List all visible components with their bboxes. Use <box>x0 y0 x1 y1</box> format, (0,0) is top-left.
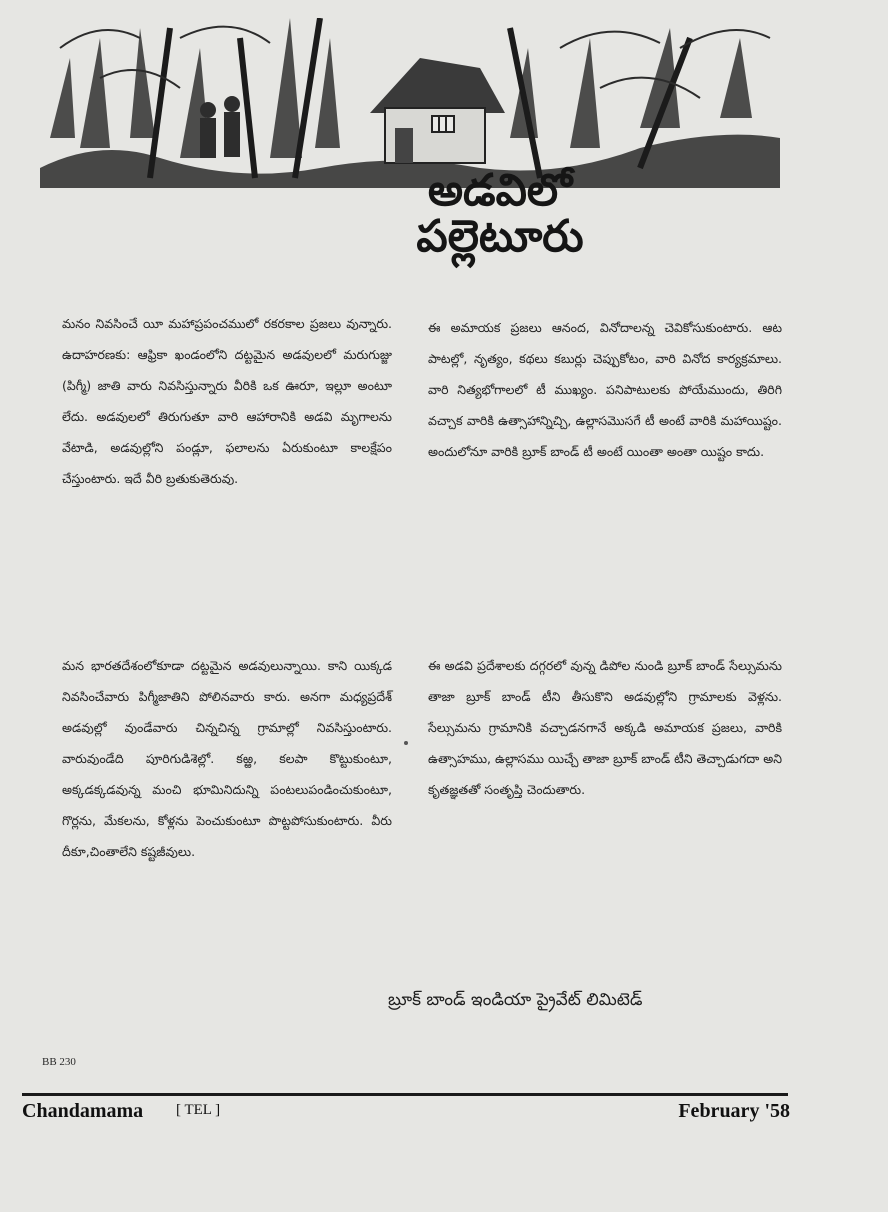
magazine-name: Chandamama <box>22 1100 144 1122</box>
jungle-village-illustration <box>40 18 780 188</box>
issue-date: February '58 <box>678 1100 790 1122</box>
ad-code: BB 230 <box>42 1056 76 1068</box>
bullet-dot <box>404 741 408 745</box>
paragraph-4: ఈ అడవి ప్రదేశాలకు దగ్గరలో వున్న డిపోల నుండి బ్రూక్ బాండ్ సేల్సుమను తాజా బ్రూక్ బాండ్ టీని తీసుకొని అడవుల్లోని గ్రామాలకు వెళ్లను. సేల్సుమను గ్రామానికి వచ్చాడనగానే అక్కడి అమాయక ప్రజలు, వారికి ఉత్సాహము, ఉల్లాసము యిచ్చే తాజా బ్రూక్ బాండ్ టీని తెచ్చాడుగదా అని కృతజ్ఞతతో సంతృప్తి చెందుతారు. <box>428 658 782 797</box>
edition-code: [ TEL ] <box>176 1102 221 1118</box>
paragraph-1: మనం నివసించే యీ మహాప్రపంచములో రకరకాల ప్రజలు వున్నారు. ఉదాహరణకు: ఆఫ్రికా ఖండంలోని దట్టమైన అడవులలో మరుగుజ్జు (పిగ్మీ) జాతి వారు నివసిస్తున్నారు వీరికి ఒక ఊరూ, ఇల్లూ అంటూ లేదు. అడవులలో తిరుగుతూ వారి ఆహారానికి అడవి మృగాలను వేటాడి, అడవుల్లోని పండ్లూ, ఫలాలను ఏరుకుంటూ కాలక్షేపం చేస్తుంటారు. ఇదే వీరి బ్రతుకుతెరువు. <box>62 316 392 486</box>
title-line-2: పల్లెటూరు <box>416 211 584 263</box>
article-title <box>370 165 630 263</box>
paragraph-3: ఈ అమాయక ప్రజలు ఆనంద, వినోదాలన్న చెవికోసుకుంటారు. ఆట పాటల్లో, నృత్యం, కథలు కబుర్లు చెప్పుకోటం, వారి వినోద కార్యక్రమాలు. వారి నిత్యభోగాలలో టీ ముఖ్యం. పనిపాటులకు పోయేముందు, తిరిగి వచ్చాక వారికి ఉత్సాహాన్నిచ్చి, ఉల్లాసమొసగే టీ అంటే వారికి మహాయిష్టం. అందులోనూ వారికి బ్రూక్ బాండ్ టీ అంటే యింతా అంతా యిష్టం కాదు. <box>428 320 782 459</box>
paragraph-2: మన భారతదేశంలోకూడా దట్టమైన అడవులున్నాయి. కాని యిక్కడ నివసించేవారు పిగ్మీజాతిని పోలినవారు కారు. అనగా మధ్యప్రదేశ్ అడవుల్లో వుండేవారు చిన్నచిన్న గ్రామాల్లో నివసిస్తుంటారు. వారువుండేది పూరిగుడిశెల్లో. కఱ్ఱ, కలపా కొట్టుకుంటూ, అక్కడక్కడవున్న మంచి భూమినిదున్ని పంటలుపండించుకుంటూ, గొర్లను, మేకలను, కోళ్లను పెంచుకుంటూ పొట్టపోసుకుంటారు. వీరు దీకూ,చింతాలేని కష్టజీవులు. <box>62 658 392 859</box>
footer-rule <box>22 1093 788 1096</box>
advertiser-signature: బ్రూక్ బాండ్ ఇండియా ప్రైవేట్ లిమిటెడ్ <box>388 990 643 1010</box>
title-line-1: అడవిలో <box>427 165 573 216</box>
